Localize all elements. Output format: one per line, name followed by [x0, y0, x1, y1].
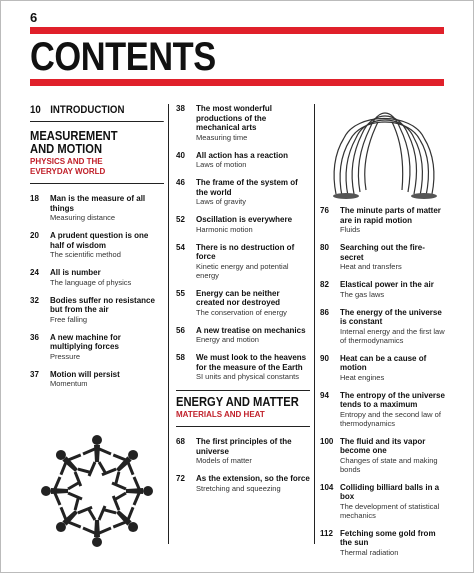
entry-body — [50, 194, 164, 222]
contents-entry[interactable] — [320, 391, 448, 428]
entry-title: The energy of the universe is constant — [340, 307, 442, 326]
dancer-figure — [83, 506, 111, 547]
contents-entry[interactable] — [176, 178, 310, 206]
contents-entry[interactable] — [176, 437, 310, 465]
entry-title: Energy can be neither created nor destroyed — [196, 288, 281, 307]
entry-body — [196, 353, 310, 381]
entry-body — [340, 206, 448, 234]
entry-page-number: 32 — [30, 295, 39, 305]
entry-page-number: 82 — [320, 280, 329, 289]
contents-entry[interactable] — [176, 104, 310, 142]
entry-title: A new machine for multiplying forces — [50, 332, 121, 351]
entry-page-number: 55 — [176, 288, 185, 298]
entry-body — [340, 483, 448, 520]
entry-subtitle: Measuring distance — [50, 213, 116, 222]
entry-subtitle: Momentum — [50, 379, 88, 388]
entry-page-number: 76 — [320, 206, 329, 215]
col3-entry-list — [320, 206, 448, 557]
entry-title: Colliding billiard balls in a box — [340, 482, 440, 501]
entry-page-number: 54 — [176, 242, 185, 252]
entry-title: The fluid and its vapor become one — [340, 436, 426, 455]
contents-entry[interactable] — [320, 529, 448, 557]
section-subheading-line: PHYSICS AND THE — [30, 157, 103, 166]
dancer-figure — [48, 492, 97, 541]
entry-subtitle: Changes of state and making bonds — [340, 455, 438, 474]
entry-body — [340, 280, 448, 299]
entry-subtitle: Internal energy and the first law of thermodynamics — [340, 326, 445, 345]
intro-label: INTRODUCTION — [50, 104, 125, 116]
intro-entry[interactable] — [30, 104, 164, 122]
entry-page-number: 58 — [176, 353, 185, 362]
contents-entry[interactable] — [320, 308, 448, 345]
column-divider — [314, 104, 315, 544]
contents-entry[interactable] — [320, 206, 448, 234]
entry-title: Bodies suffer no resistance but from the air — [50, 295, 155, 314]
entry-subtitle: The conservation of energy — [196, 307, 287, 317]
entry-page-number: 72 — [176, 474, 185, 483]
contents-entry[interactable] — [320, 280, 448, 299]
entry-subtitle: The language of physics — [50, 277, 132, 287]
entry-body — [50, 333, 164, 361]
entry-body — [340, 391, 448, 428]
entry-subtitle: Laws of gravity — [196, 197, 247, 206]
section-heading-line: AND MOTION — [30, 141, 103, 156]
contents-entry[interactable] — [176, 215, 310, 234]
entry-subtitle: Thermal radiation — [340, 547, 399, 557]
entry-title: Searching out the fire-secret — [340, 243, 425, 262]
page-title: CONTENTS — [30, 35, 216, 79]
entry-body — [196, 215, 310, 234]
entry-title: All action has a reaction — [196, 150, 289, 160]
entry-subtitle: Entropy and the second law of thermodynamics — [340, 409, 441, 428]
entry-subtitle: Kinetic energy and potential energy — [196, 261, 289, 280]
dancers-circle-illustration — [38, 432, 156, 550]
title-rule-top — [30, 27, 444, 34]
entry-title: As the extension, so the force — [196, 474, 310, 483]
entry-title: Motion will persist — [50, 369, 120, 379]
section-rule — [176, 426, 310, 427]
contents-entry[interactable] — [320, 354, 448, 382]
entry-subtitle: Fluids — [340, 225, 361, 234]
entry-page-number: 52 — [176, 215, 185, 224]
entry-title: The entropy of the universe tends to a maximum — [340, 390, 445, 409]
entry-title: The first principles of the universe — [196, 437, 292, 456]
section-subheading-materials: MATERIALS AND HEAT — [176, 410, 265, 419]
dancer-figure — [98, 442, 147, 491]
entry-body — [196, 151, 310, 170]
col2-entry-list — [176, 104, 310, 381]
contents-entry[interactable] — [320, 483, 448, 520]
entry-page-number: 86 — [320, 307, 329, 317]
intro-page-number: 10 — [30, 104, 41, 116]
entry-title: There is no destruction of force — [196, 242, 295, 261]
col2-section2-entry-list — [176, 437, 310, 493]
entry-body — [196, 289, 310, 317]
dancer-figure — [112, 477, 153, 505]
section-energy-matter — [176, 390, 310, 493]
section-heading-measurement — [30, 129, 164, 155]
page-number: 6 — [30, 10, 38, 25]
entry-page-number: 18 — [30, 194, 39, 203]
contents-entry[interactable] — [176, 474, 310, 493]
contents-entry[interactable] — [30, 333, 164, 361]
section-heading-energy: ENERGY AND MATTER — [176, 394, 299, 409]
entry-title: Man is the measure of all things — [50, 194, 146, 213]
entry-subtitle: Models of matter — [196, 456, 252, 465]
entry-body — [340, 354, 448, 382]
entry-subtitle: Stretching and squeezing — [196, 483, 281, 493]
entry-page-number: 80 — [320, 243, 329, 252]
entry-page-number: 36 — [30, 332, 39, 342]
contents-entry[interactable] — [176, 353, 310, 381]
entry-title: The frame of the system of the world — [196, 178, 298, 197]
entry-page-number: 104 — [320, 482, 334, 492]
contents-entry[interactable] — [320, 437, 448, 474]
entry-title: Elastical power in the air — [340, 280, 434, 289]
entry-title: All is number — [50, 268, 101, 277]
entry-subtitle: Heat and transfers — [340, 262, 402, 271]
slinky-spring-illustration — [326, 104, 442, 200]
entry-body — [196, 474, 310, 493]
entry-body — [196, 104, 310, 142]
contents-entry[interactable] — [176, 151, 310, 170]
entry-subtitle: Energy and motion — [196, 335, 259, 344]
entry-page-number: 37 — [30, 369, 39, 379]
dancer-figure — [48, 442, 97, 491]
entry-subtitle: The development of statistical mechanics — [340, 501, 440, 520]
contents-entry[interactable] — [176, 326, 310, 345]
entry-title: Fetching some gold from the sun — [340, 528, 436, 547]
contents-entry[interactable] — [176, 289, 310, 317]
entry-subtitle: Pressure — [50, 351, 81, 361]
section-subheading-physics — [30, 157, 164, 177]
entry-title: A prudent question is one half of wisdom — [50, 231, 149, 250]
entry-title: Heat can be a cause of motion — [340, 353, 427, 372]
contents-entry[interactable] — [30, 268, 164, 287]
entry-title: We must look to the heavens for the measure of the Earth — [196, 353, 307, 372]
entry-subtitle: The gas laws — [340, 289, 385, 299]
contents-column-3 — [320, 206, 448, 566]
contents-entry[interactable] — [30, 231, 164, 259]
entry-body — [196, 178, 310, 206]
entry-title: Oscillation is everywhere — [196, 215, 293, 224]
column-divider — [168, 104, 169, 544]
entry-page-number: 56 — [176, 325, 185, 335]
entry-title: A new treatise on mechanics — [196, 325, 306, 335]
contents-column-1 — [30, 104, 164, 397]
entry-page-number: 40 — [176, 150, 185, 160]
entry-body — [50, 370, 164, 389]
section-heading-line: MEASUREMENT — [30, 128, 118, 143]
entry-page-number: 46 — [176, 178, 185, 187]
entry-subtitle: The scientific method — [50, 250, 121, 259]
entry-title: The minute parts of matter are in rapid motion — [340, 206, 441, 225]
entry-subtitle: Measuring time — [196, 132, 248, 142]
entry-body — [340, 308, 448, 345]
entry-body — [196, 243, 310, 280]
entry-page-number: 68 — [176, 437, 185, 446]
entry-body — [340, 437, 448, 474]
title-rule-bottom — [30, 79, 444, 86]
entry-body — [340, 243, 448, 271]
entry-subtitle: Heat engines — [340, 372, 385, 382]
entry-page-number: 24 — [30, 268, 39, 277]
contents-column-2 — [176, 104, 310, 502]
entry-page-number: 38 — [176, 104, 185, 113]
dancer-figure — [41, 477, 82, 505]
contents-entry[interactable] — [30, 296, 164, 324]
entry-body — [196, 437, 310, 465]
entry-body — [50, 268, 164, 287]
entry-page-number: 20 — [30, 231, 39, 240]
entry-body — [340, 529, 448, 557]
section-rule — [30, 183, 164, 184]
entry-page-number: 100 — [320, 436, 334, 446]
section-subheading-line: EVERYDAY WORLD — [30, 167, 106, 176]
contents-entry[interactable] — [176, 243, 310, 280]
entry-subtitle: Free falling — [50, 314, 88, 324]
entry-page-number: 94 — [320, 390, 329, 400]
entry-page-number: 112 — [320, 528, 333, 538]
entry-subtitle: SI units and physical constants — [196, 372, 299, 381]
entry-subtitle: Laws of motion — [196, 160, 247, 169]
entry-title: The most wonderful productions of the mechanical arts — [196, 104, 272, 132]
entry-page-number: 90 — [320, 353, 329, 363]
col1-entry-list — [30, 194, 164, 388]
dancer-figure — [83, 435, 111, 476]
entry-body — [50, 296, 164, 324]
entry-body — [50, 231, 164, 259]
contents-entry[interactable] — [30, 370, 164, 389]
contents-entry[interactable] — [320, 243, 448, 271]
dancer-figure — [98, 492, 147, 541]
entry-subtitle: Harmonic motion — [196, 224, 253, 234]
contents-entry[interactable] — [30, 194, 164, 222]
entry-body — [196, 326, 310, 345]
